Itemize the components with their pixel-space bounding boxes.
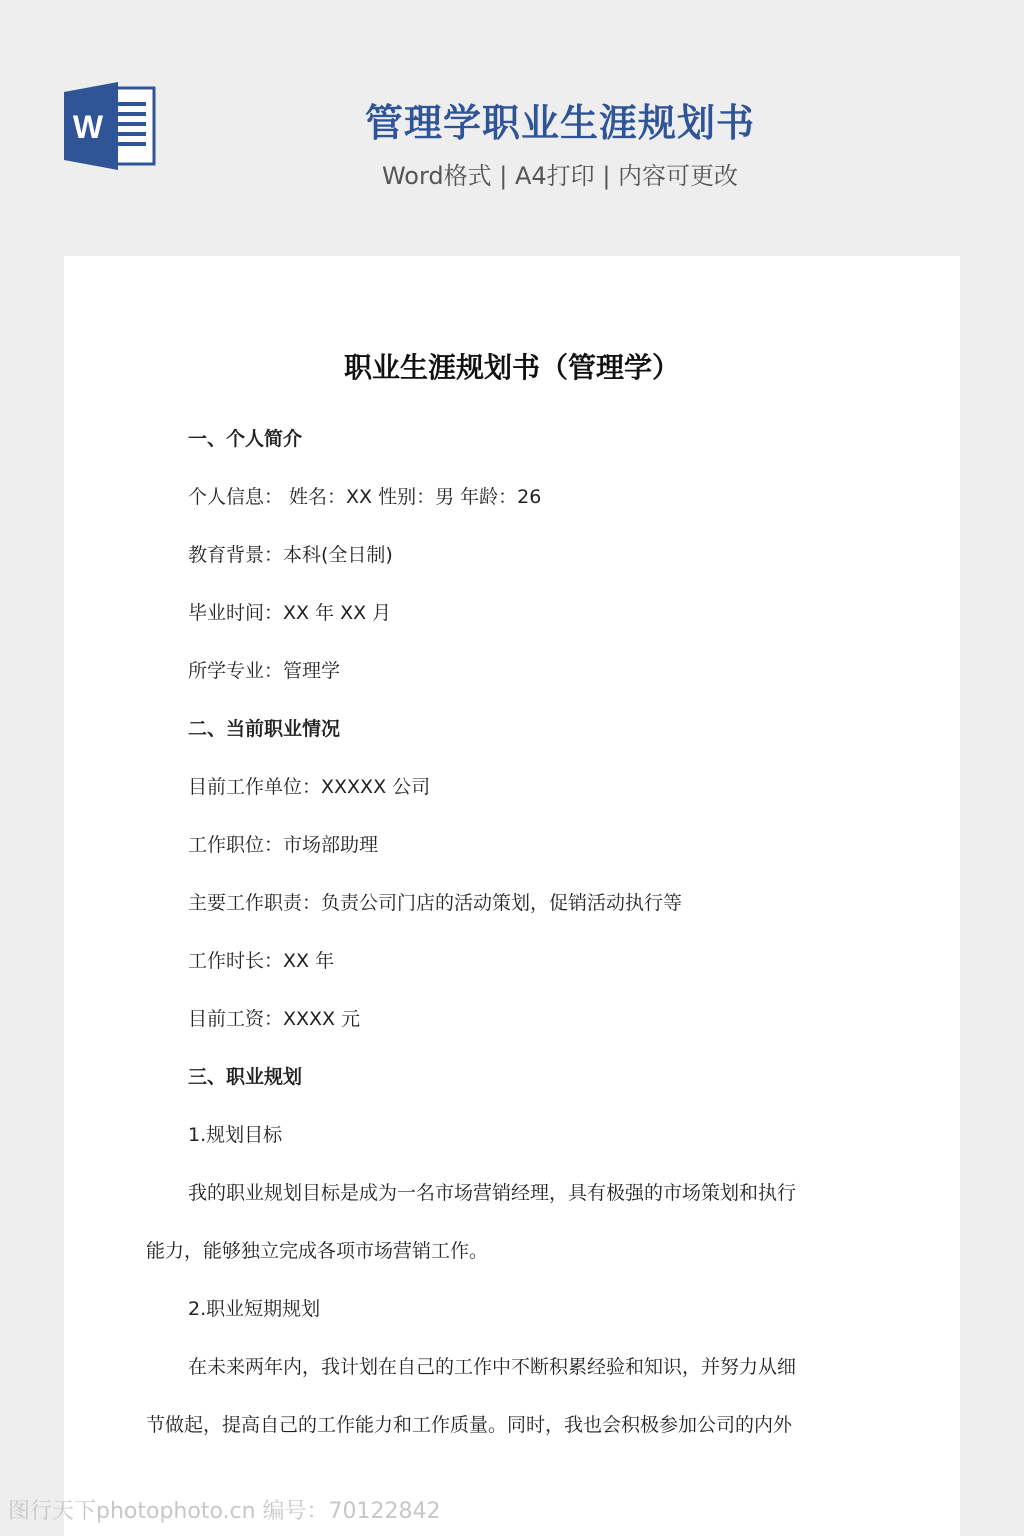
subsection-heading: 2.职业短期规划 — [188, 1298, 321, 1320]
paragraph-line: 能力，能够独立完成各项市场营销工作。 — [146, 1240, 489, 1262]
watermark: 图行天下photophoto.cn 编号：70122842 — [8, 1499, 441, 1524]
page-title: 管理学职业生涯规划书 — [364, 101, 755, 145]
paragraph-line: 个人信息： 姓名：XX 性别：男 年龄：26 — [188, 486, 542, 508]
paragraph-line: 工作时长：XX 年 — [188, 950, 335, 972]
subsection-heading: 1.规划目标 — [188, 1124, 283, 1146]
paragraph-line: 目前工作单位：XXXXX 公司 — [188, 776, 431, 798]
paragraph-line: 教育背景：本科(全日制) — [188, 544, 393, 566]
paragraph-line: 目前工资：XXXX 元 — [188, 1008, 361, 1030]
paragraph-line: 所学专业：管理学 — [188, 660, 341, 682]
word-document-icon — [64, 82, 156, 170]
page-subtitle: Word格式 | A4打印 | 内容可更改 — [381, 162, 739, 190]
page-header — [0, 0, 1024, 250]
paragraph-line: 节做起，提高自己的工作能力和工作质量。同时，我也会积极参加公司的内外 — [146, 1414, 793, 1436]
section-heading: 一、个人简介 — [188, 428, 303, 450]
paragraph-line: 主要工作职责：负责公司门店的活动策划，促销活动执行等 — [188, 892, 683, 914]
paragraph-line: 毕业时间：XX 年 XX 月 — [188, 602, 392, 624]
paragraph-line: 我的职业规划目标是成为一名市场营销经理，具有极强的市场策划和执行 — [188, 1182, 797, 1204]
paragraph-line: 工作职位：市场部助理 — [188, 834, 379, 856]
paragraph-line: 在未来两年内，我计划在自己的工作中不断积累经验和知识，并努力从细 — [188, 1356, 797, 1378]
section-heading: 三、职业规划 — [188, 1066, 303, 1088]
document-page — [64, 256, 960, 1536]
word-icon-letter: W — [72, 109, 104, 145]
document-title: 职业生涯规划书（管理学） — [343, 351, 680, 384]
section-heading: 二、当前职业情况 — [188, 718, 341, 740]
